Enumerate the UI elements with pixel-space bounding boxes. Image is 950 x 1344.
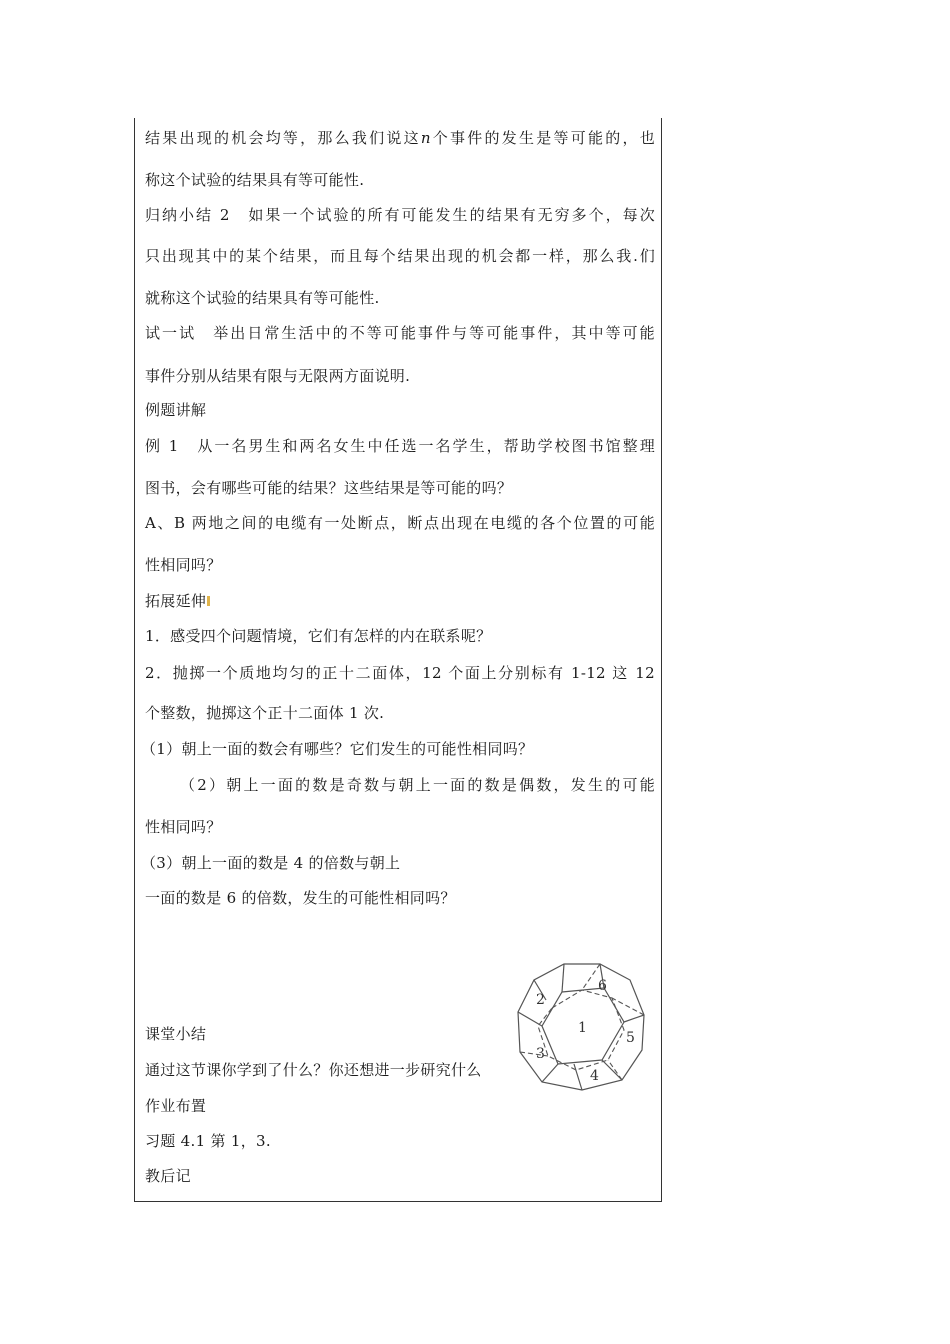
- text-line-6: 试一试 举出日常生活中的不等可能事件与等可能事件，其中等可能: [145, 324, 655, 342]
- section-heading-afterword: 教后记: [145, 1167, 191, 1185]
- highlight-marker: [207, 596, 210, 606]
- variable-n: n: [420, 129, 431, 147]
- section-heading-summary: 课堂小结: [145, 1025, 207, 1043]
- text-line-21: 一面的数是 6 的倍数，发生的可能性相同吗？: [145, 889, 456, 907]
- question-1: （1）朝上一面的数会有哪些？它们发生的可能性相同吗？: [141, 740, 534, 758]
- text-line-10: 图书，会有哪些可能的结果？这些结果是等可能的吗？: [145, 479, 513, 497]
- face-label-5: 5: [626, 1030, 635, 1046]
- text-line-2: 称这个试验的结果具有等可能性.: [145, 171, 365, 189]
- text-line-9: 例 1 从一名男生和两名女生中任选一名学生，帮助学校图书馆整理: [145, 437, 655, 455]
- text-line-1: 结果出现的机会均等，那么我们说这n个事件的发生是等可能的，也: [145, 129, 655, 147]
- text-line-12: 性相同吗？: [145, 556, 222, 574]
- text-line-23: 通过这节课你学到了什么？你还想进一步研究什么: [145, 1061, 482, 1079]
- face-label-4: 4: [590, 1068, 599, 1084]
- section-heading-extension: 拓展延伸: [145, 591, 210, 611]
- text-line-4: 只出现其中的某个结果，而且每个结果出现的机会都一样，那么我.们: [145, 247, 655, 265]
- text-line-25: 习题 4.1 第 1，3.: [145, 1132, 271, 1150]
- question-2: （2）朝上一面的数是奇数与朝上一面的数是偶数，发生的可能: [180, 776, 655, 794]
- text-line-3: 归纳小结 2 如果一个试验的所有可能发生的结果有无穷多个，每次: [145, 206, 655, 224]
- section-heading-homework: 作业布置: [145, 1097, 207, 1115]
- section-heading-example: 例题讲解: [145, 401, 207, 419]
- text-line-19: 性相同吗？: [145, 818, 222, 836]
- face-label-1: 1: [578, 1020, 587, 1036]
- text-line-11: A、B 两地之间的电缆有一处断点，断点出现在电缆的各个位置的可能: [145, 514, 655, 532]
- text-line-14: 1．感受四个问题情境，它们有怎样的内在联系呢？: [145, 627, 492, 645]
- face-label-3: 3: [536, 1046, 545, 1062]
- text-line-16: 个整数，抛掷这个正十二面体 1 次.: [145, 704, 385, 722]
- dodecahedron-figure: [512, 960, 654, 1094]
- face-label-2: 2: [536, 992, 545, 1008]
- question-3: （3）朝上一面的数是 4 的倍数与朝上: [141, 854, 401, 872]
- text-line-7: 事件分别从结果有限与无限两方面说明.: [145, 367, 411, 385]
- face-label-6: 6: [598, 978, 607, 994]
- text-line-15: 2．抛掷一个质地均匀的正十二面体，12 个面上分别标有 1-12 这 12: [145, 664, 655, 682]
- text-line-5: 就称这个试验的结果具有等可能性.: [145, 289, 380, 307]
